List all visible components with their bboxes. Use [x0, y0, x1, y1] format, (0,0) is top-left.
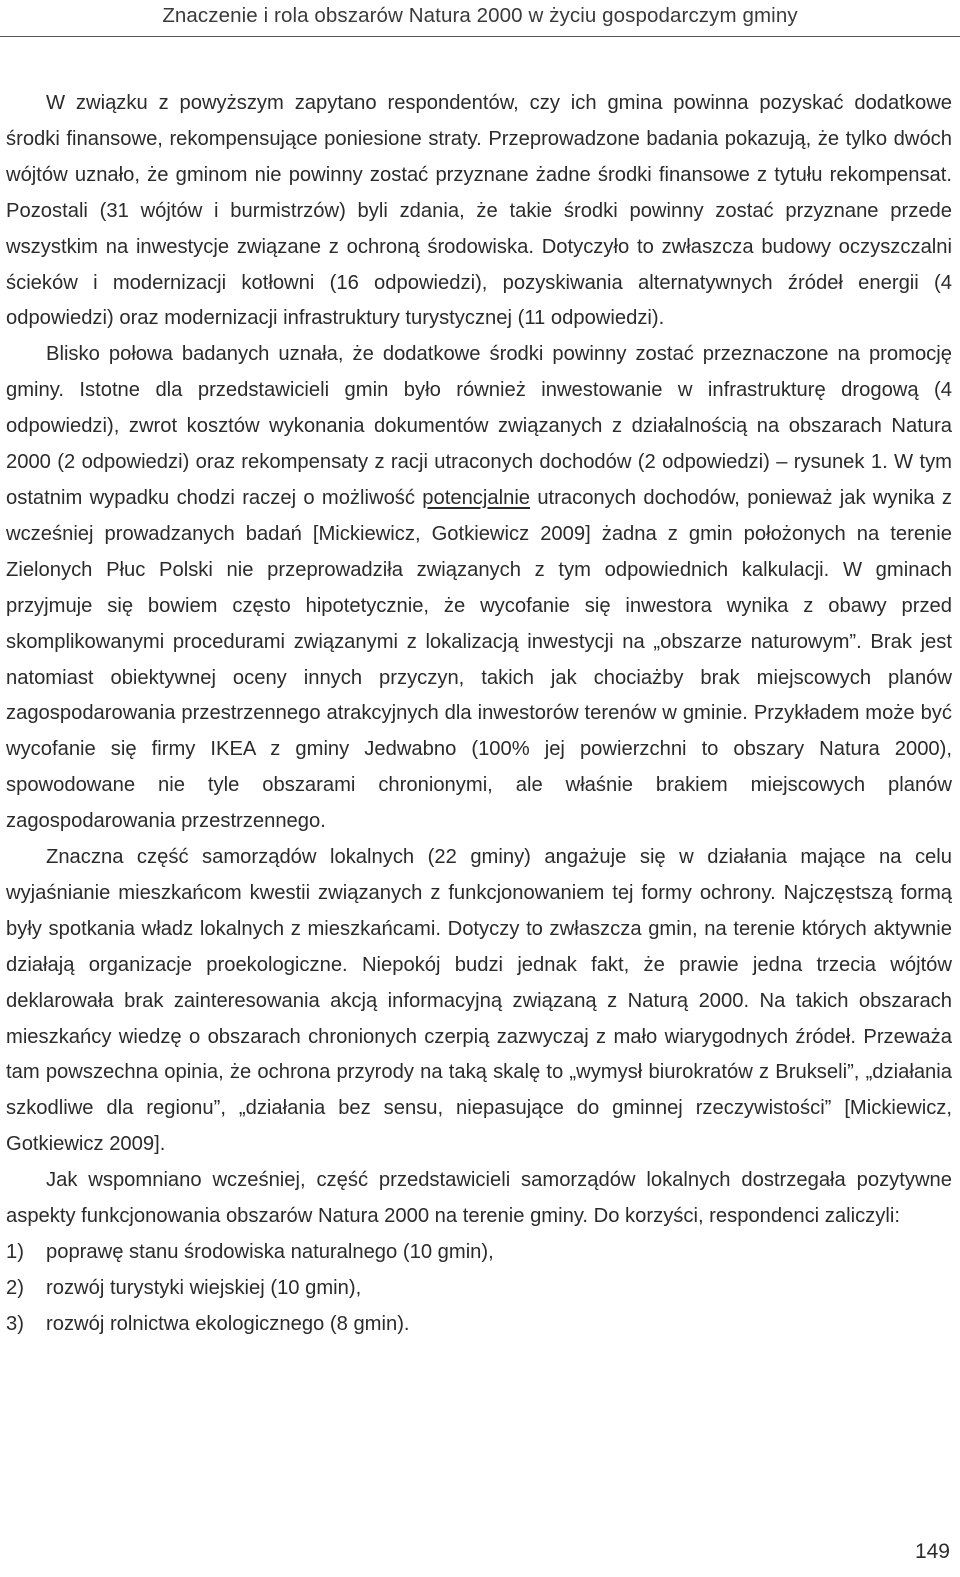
list-item-text: rozwój rolnictwa ekologicznego (8 gmin).	[46, 1312, 410, 1335]
list-number: 1)	[6, 1241, 24, 1263]
paragraph-compensation-funds: W związku z powyższym zapytano respondentów, czy ich gmina powinna pozyskać dodatkowe środki finansowe, rekompensujące poniesione straty. Przeprowadzone badania pokazują, że tylko dwóch wójtów uznało, że gminom nie powinny zostać przyznane żadne środki finansowe z tytułu rekompensat. Pozostali (31 wójtów i burmistrzów) byli zdania, że takie środki powinny zostać przyznane przede wszystkim na inwestycje związane z ochroną środowiska. Dotyczyło to zwłaszcza budowy oczyszczalni ścieków i modernizacji kotłowni (16 odpowiedzi), pozyskiwania alternatywnych źródeł energii (4 odpowiedzi) oraz modernizacji infrastruktury turystycznej (11 odpowiedzi).	[6, 92, 952, 330]
paragraph-text: utraconych dochodów, ponieważ jak wynika z wcześniej prowadzanych badań [Mickiewicz, Gotkiewicz 2009] żadna z gmin położonych na terenie Zielonych Płuc Polski nie przeprowadziła związanych z tym odpowiednich kalkulacji. W gminach przyjmuje się bowiem często hipotetycznie, że wycofanie się inwestora wynika z obawy przed skomplikowanymi procedurami związanymi z lokalizacją inwestycji na „obszarze naturowym”. Brak jest natomiast obiektywnej oceny innych przyczyn, takich jak chociażby brak miejscowych planów zagospodarowania przestrzennego atrakcyjnych dla inwestorów terenów w gminie. Przykładem może być wycofanie się firmy IKEA z gminy Jedwabno (100% jej powierzchni to obszary Natura 2000), spowodowane nie tyle obszarami chronionymi, ale właśnie brakiem miejscowych planów zagospodarowania przestrzennego.	[6, 486, 952, 833]
running-header: Znaczenie i rola obszarów Natura 2000 w życiu gospodarczym gminy	[162, 4, 798, 27]
benefits-list	[6, 1235, 952, 1343]
list-item	[6, 1307, 952, 1343]
paragraph-promotion	[6, 337, 952, 840]
page-number: 149	[914, 1540, 950, 1563]
list-number: 3)	[6, 1312, 24, 1335]
list-item	[6, 1271, 952, 1307]
body-text	[6, 86, 952, 1343]
list-item-text: rozwój turystyki wiejskiej (10 gmin),	[46, 1276, 362, 1299]
paragraph-information-actions: Znaczna część samorządów lokalnych (22 gminy) angażuje się w działania mające na celu wyjaśnianie mieszkańcom kwestii związanych z funkcjonowaniem tej formy ochrony. Najczęstszą formą były spotkania władz lokalnych z mieszkańcami. Dotyczy to zwłaszcza gmin, na terenie których aktywnie działają organizacje proekologiczne. Niepokój budzi jednak fakt, że prawie jedna trzecia wójtów deklarowała brak zainteresowania akcją informacyjną związaną z Naturą 2000. Na takich obszarach mieszkańcy wiedzę o obszarach chronionych czerpią zazwyczaj z mało wiarygodnych źródeł. Przeważa tam powszechna opinia, że ochrona przyrody na taką skalę to „wymysł biurokratów z Brukseli”, „działania szkodliwe dla regionu”, „działania bez sensu, niepasujące do gminnej rzeczywistości” [Mickiewicz, Gotkiewicz 2009].	[6, 846, 952, 1156]
paragraph-benefits-intro: Jak wspomniano wcześniej, część przedstawicieli samorządów lokalnych dostrzegała pozytywne aspekty funkcjonowania obszarów Natura 2000 na terenie gminy. Do korzyści, respondenci zaliczyli:	[6, 1169, 952, 1228]
header-divider	[0, 36, 960, 37]
list-number: 2)	[6, 1276, 24, 1299]
paragraph-text: Blisko połowa badanych uznała, że dodatkowe środki powinny zostać przeznaczone na promocję gminy. Istotne dla przedstawicieli gmin było również inwestowanie w infrastrukturę drogową (4 odpowiedzi), zwrot kosztów wykonania dokumentów związanych z działalnością na obszarach Natura 2000 (2 odpowiedzi) oraz rekompensaty z racji utraconych dochodów (2 odpowiedzi) – rysunek 1. W tym ostatnim wypadku chodzi raczej o możliwość	[6, 343, 952, 509]
list-item-text: poprawę stanu środowiska naturalnego (10 gmin),	[46, 1241, 494, 1263]
list-item	[6, 1235, 952, 1271]
underlined-word: potencjalnie	[422, 486, 531, 509]
